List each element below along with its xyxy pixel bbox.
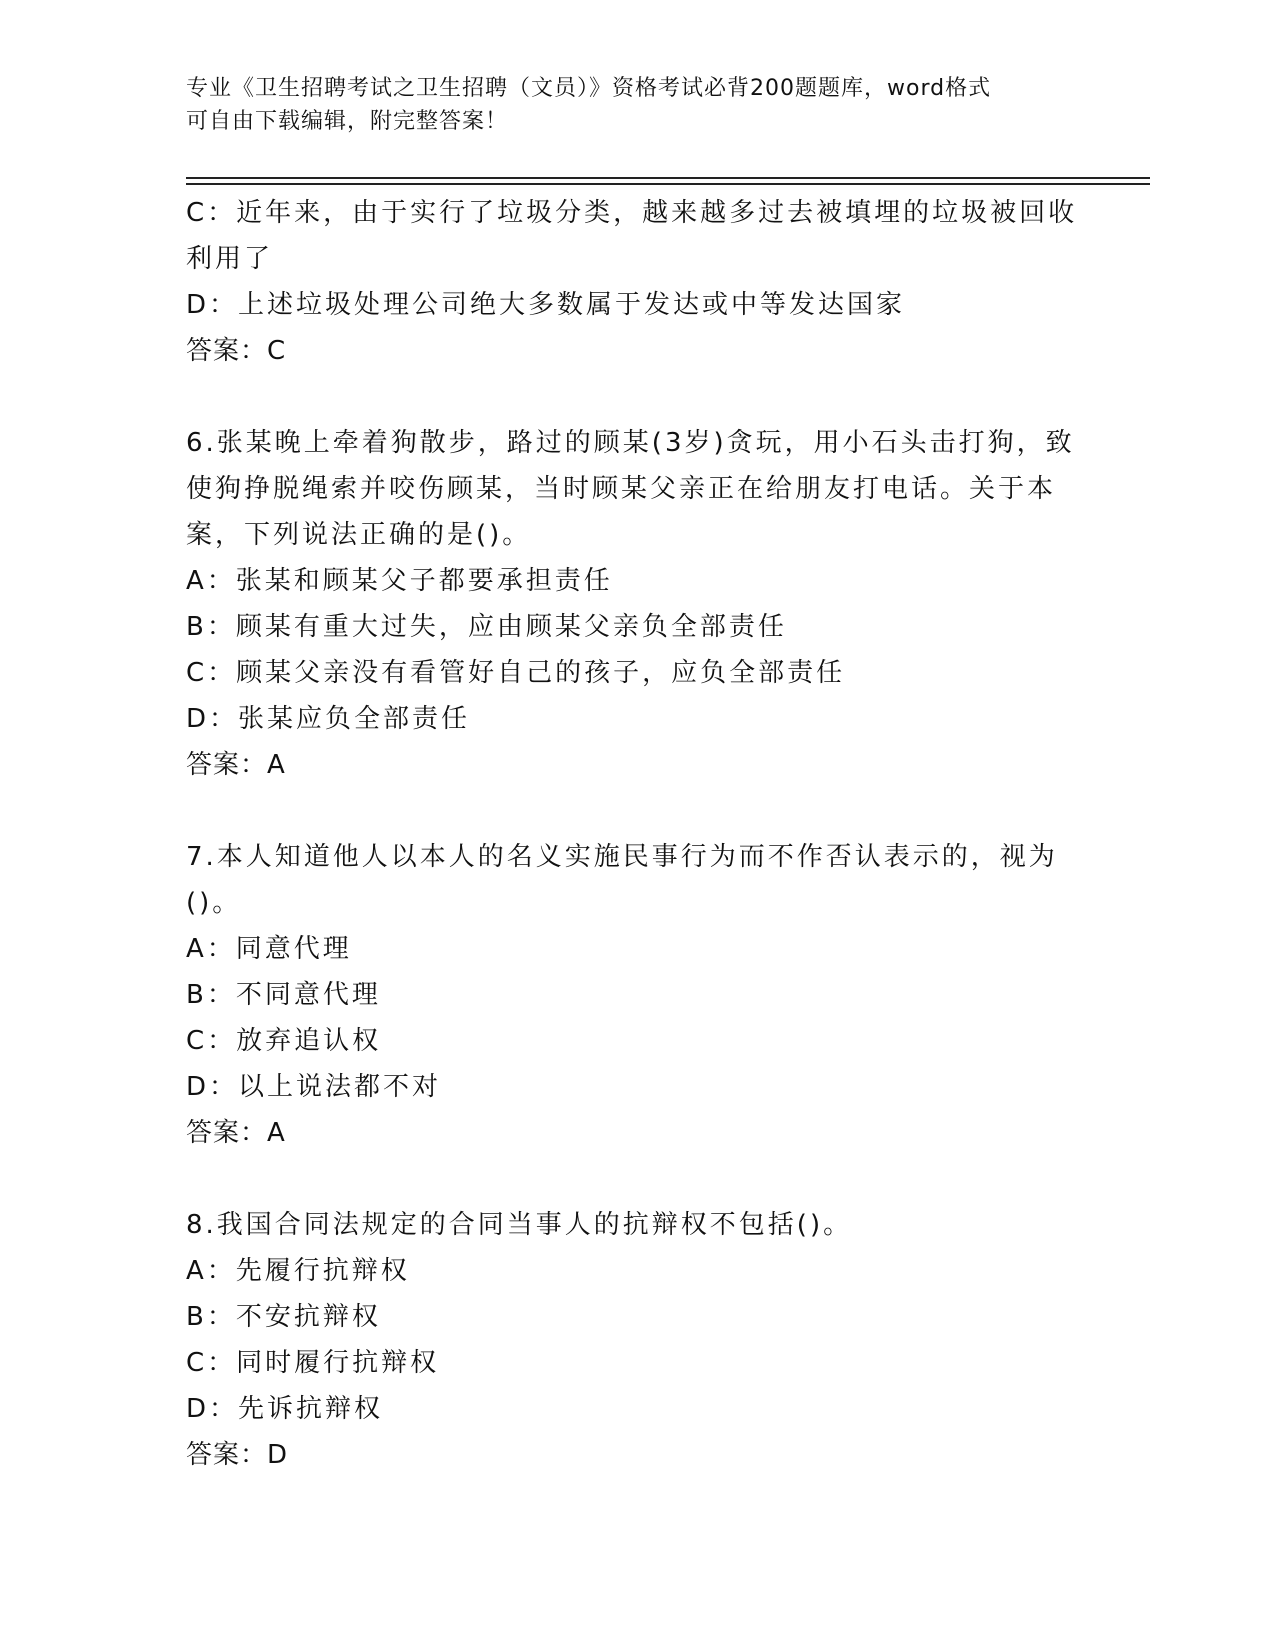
answer: 答案：A — [186, 750, 286, 780]
question-stem-line: 6.张某晚上牵着狗散步，路过的顾某(3岁)贪玩，用小石头击打狗，致 — [186, 428, 1075, 458]
option-c: C：顾某父亲没有看管好自己的孩子，应负全部责任 — [186, 658, 846, 688]
question-6 — [186, 420, 1086, 788]
document-body — [186, 190, 1086, 1478]
header-line-2: 可自由下载编辑，附完整答案！ — [186, 109, 509, 134]
spacer — [186, 374, 1086, 420]
question-stem-line: ()。 — [186, 888, 242, 918]
answer: 答案：D — [186, 1440, 289, 1470]
option-d: D：上述垃圾处理公司绝大多数属于发达或中等发达国家 — [186, 290, 906, 320]
option-d: D：以上说法都不对 — [186, 1072, 442, 1102]
option-d: D：先诉抗辩权 — [186, 1394, 384, 1424]
question-5-continued — [186, 190, 1086, 374]
option-c-line-1: C：近年来，由于实行了垃圾分类，越来越多过去被填埋的垃圾被回收 — [186, 198, 1078, 228]
option-d: D：张某应负全部责任 — [186, 704, 471, 734]
answer: 答案：C — [186, 336, 287, 366]
option-c-line-2: 利用了 — [186, 244, 274, 274]
question-stem-line: 7.本人知道他人以本人的名义实施民事行为而不作否认表示的，视为 — [186, 842, 1058, 872]
option-a: A：先履行抗辩权 — [186, 1256, 410, 1286]
document-header — [186, 72, 1086, 138]
question-8 — [186, 1202, 1086, 1478]
spacer — [186, 788, 1086, 834]
answer: 答案：A — [186, 1118, 286, 1148]
spacer — [186, 1156, 1086, 1202]
option-c: C：同时履行抗辩权 — [186, 1348, 440, 1378]
question-stem-line: 8.我国合同法规定的合同当事人的抗辩权不包括()。 — [186, 1210, 853, 1240]
option-b: B：顾某有重大过失，应由顾某父亲负全部责任 — [186, 612, 787, 642]
header-divider-bottom — [186, 183, 1150, 185]
option-b: B：不安抗辩权 — [186, 1302, 381, 1332]
option-c: C：放弃追认权 — [186, 1026, 382, 1056]
option-a: A：同意代理 — [186, 934, 352, 964]
question-stem-line: 案，下列说法正确的是()。 — [186, 520, 532, 550]
question-stem-line: 使狗挣脱绳索并咬伤顾某，当时顾某父亲正在给朋友打电话。关于本 — [186, 474, 1057, 504]
header-line-1: 专业《卫生招聘考试之卫生招聘（文员）》资格考试必背200题题库，word格式 — [186, 76, 992, 101]
option-b: B：不同意代理 — [186, 980, 381, 1010]
question-7 — [186, 834, 1086, 1156]
option-a: A：张某和顾某父子都要承担责任 — [186, 566, 613, 596]
header-divider-top — [186, 177, 1150, 179]
